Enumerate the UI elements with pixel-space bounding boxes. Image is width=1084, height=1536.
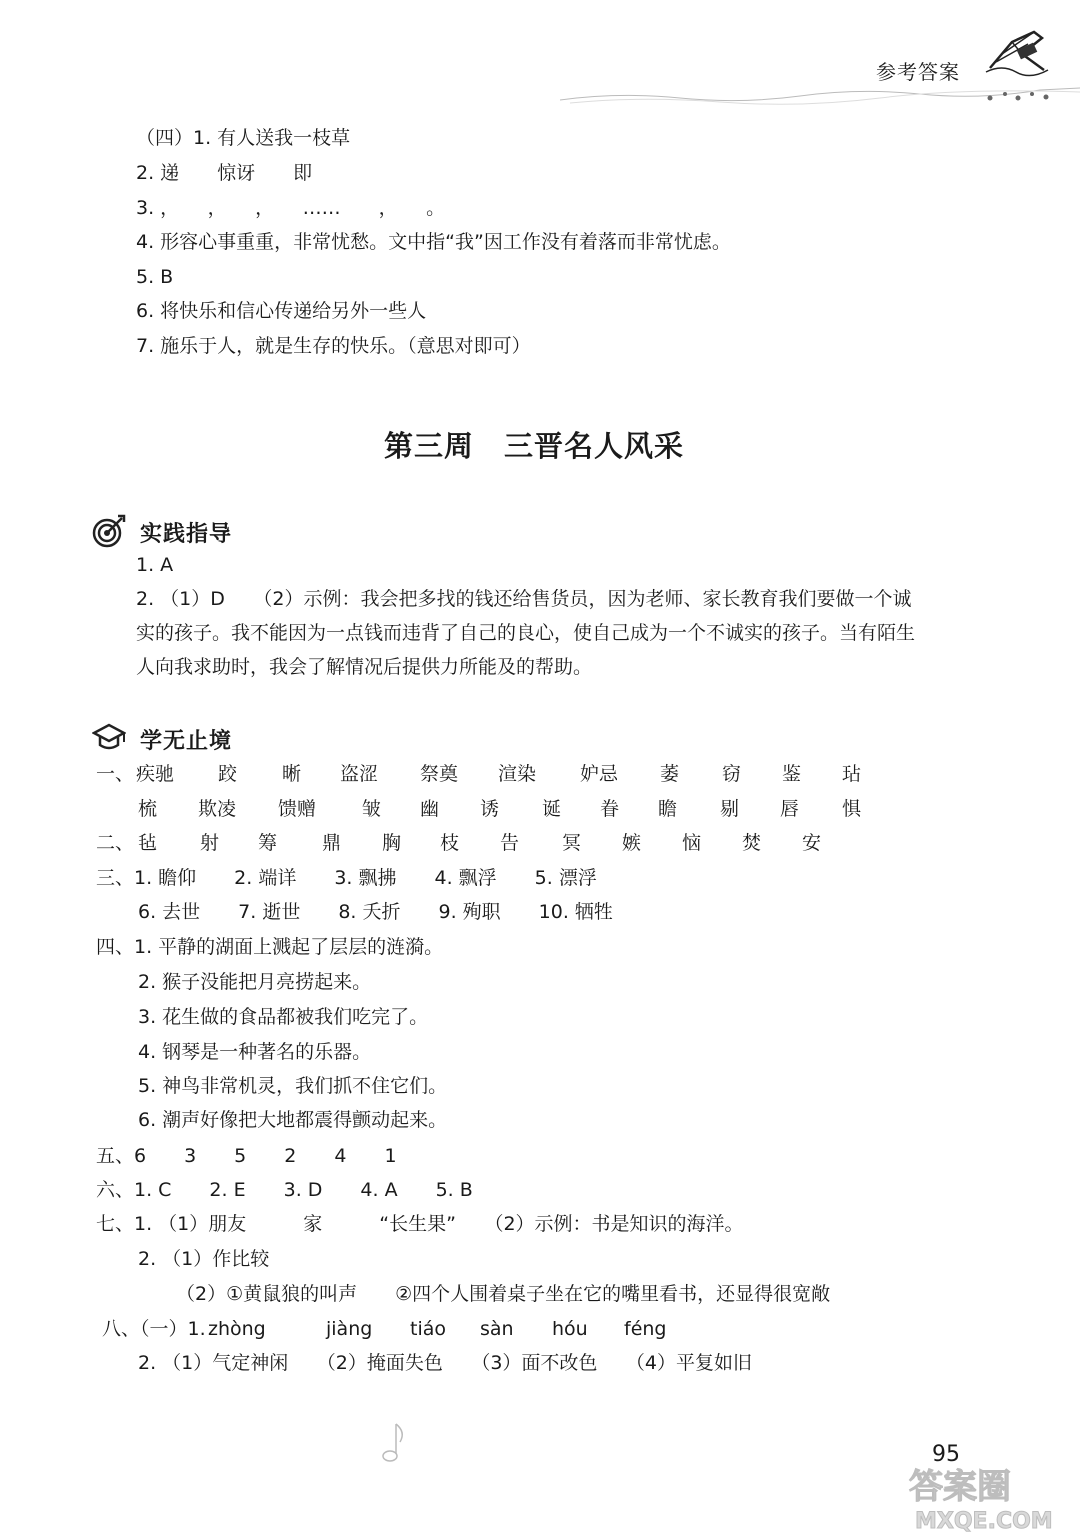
answer-line: 2. （1）气定神闲 （2）掩面失色 （3）面不改色 （4）平复如旧 (138, 1352, 753, 1374)
word-item: 欺凌 (198, 798, 237, 820)
word-item: 射 (200, 832, 220, 854)
question-number: 一、 (96, 763, 135, 785)
word-item: 皱 (362, 798, 382, 820)
word-item: 诱 (480, 798, 500, 820)
target-icon (92, 514, 126, 548)
watermark-logo (905, 1460, 1083, 1534)
graduation-cap-icon (92, 720, 126, 754)
word-item: 祭奠 (420, 763, 459, 785)
svg-text:答案圈: 答案圈 (909, 1467, 1011, 1507)
word-item: 唇 (780, 798, 800, 820)
word-item: 跤 (218, 763, 238, 785)
word-item: 妒忌 (580, 763, 619, 785)
practice-heading: 实践指导 (140, 522, 233, 547)
word-item: 疾驰 (136, 763, 175, 785)
answer-line: 五、6 3 5 2 4 1 (96, 1145, 397, 1167)
word-item: féng (624, 1318, 667, 1340)
svg-text:MXQE.COM: MXQE.COM (915, 1509, 1053, 1534)
answer-line: 1. A (136, 554, 174, 576)
answer-line: 三、1. 瞻仰 2. 端详 3. 飘拂 4. 飘浮 5. 漂浮 (96, 867, 597, 889)
answer-line: 6. 潮声好像把大地都震得颤动起来。 (138, 1109, 448, 1131)
word-item: 眷 (600, 798, 620, 820)
answer-line: 七、1. （1）朋友 家 “长生果” （2）示例：书是知识的海洋。 (96, 1213, 744, 1235)
word-item: 冥 (562, 832, 582, 854)
answer-line: 6. 将快乐和信心传递给另外一些人 (136, 300, 427, 322)
answer-line: （四）1. 有人送我一枝草 (136, 127, 351, 149)
word-item: 鉴 (782, 763, 802, 785)
answer-line: 2. （1）D （2）示例：我会把多找的钱还给售货员，因为老师、家长教育我们要做一个诚 (136, 588, 912, 610)
word-item: 盗涩 (340, 763, 379, 785)
music-note-icon (370, 1422, 410, 1468)
word-item: 窃 (722, 763, 742, 785)
answer-line: 2. （1）作比较 (138, 1248, 270, 1270)
word-item: 惧 (842, 798, 862, 820)
question-number: 八、（一）1. (102, 1318, 206, 1340)
word-item: 枝 (440, 832, 460, 854)
word-item: 胸 (382, 832, 402, 854)
answer-line: 四、1. 平静的湖面上溅起了层层的涟漪。 (96, 936, 444, 958)
word-item: 恼 (682, 832, 702, 854)
word-item: 剔 (720, 798, 740, 820)
answer-line: 5. B (136, 266, 174, 288)
word-item: 安 (802, 832, 822, 854)
page-number: 95 (932, 1442, 960, 1467)
answer-line: 六、1. C 2. E 3. D 4. A 5. B (96, 1179, 473, 1201)
word-item: 瞻 (658, 798, 678, 820)
answer-line: 3. 花生做的食品都被我们吃完了。 (138, 1006, 429, 1028)
word-item: sàn (480, 1318, 514, 1340)
word-item: jiàng (326, 1318, 373, 1340)
answer-line: 2. 猴子没能把月亮捞起来。 (138, 971, 372, 993)
word-item: 渲染 (498, 763, 537, 785)
word-item: 嫉 (622, 832, 642, 854)
answer-line: 5. 神鸟非常机灵，我们抓不住它们。 (138, 1075, 448, 1097)
answer-line: （2）①黄鼠狼的叫声 ②四个人围着桌子坐在它的嘴里看书，还显得很宽敞 (176, 1283, 831, 1305)
word-item: 馈赠 (278, 798, 317, 820)
word-item: 梳 (138, 798, 158, 820)
week-title: 第三周 三晋名人风采 (384, 429, 685, 463)
answer-line: 2. 递 惊讶 即 (136, 162, 313, 184)
word-item: 幽 (420, 798, 440, 820)
study-heading: 学无止境 (140, 729, 233, 754)
word-item: 玷 (842, 763, 862, 785)
word-item: 筹 (258, 832, 278, 854)
word-item: 鼎 (322, 832, 342, 854)
question-number: 二、 (96, 832, 135, 854)
answer-line: 实的孩子。我不能因为一点钱而违背了自己的良心，使自己成为一个不诚实的孩子。当有陌生 (136, 622, 916, 644)
beach-chair-logo-icon (982, 24, 1052, 80)
word-item: hóu (552, 1318, 588, 1340)
word-item: 诞 (542, 798, 562, 820)
answer-line: 人向我求助时，我会了解情况后提供力所能及的帮助。 (136, 656, 593, 678)
answer-line: 4. 钢琴是一种著名的乐器。 (138, 1041, 372, 1063)
word-item: 焚 (742, 832, 762, 854)
answer-line: 7. 施乐于人，就是生存的快乐。（意思对即可） (136, 335, 531, 357)
word-item: 晰 (282, 763, 302, 785)
header-decoration (560, 78, 1080, 108)
word-item: 告 (500, 832, 520, 854)
word-item: 萎 (660, 763, 680, 785)
answer-line: 6. 去世 7. 逝世 8. 夭折 9. 殉职 10. 牺牲 (138, 901, 613, 923)
answer-line: 4. 形容心事重重，非常忧愁。文中指“我”因工作没有着落而非常忧虑。 (136, 231, 731, 253)
word-item: zhòng (208, 1318, 266, 1340)
word-item: 毡 (138, 832, 158, 854)
answer-line: 3. ， ， ， …… ， 。 (136, 197, 446, 219)
header-label: 参考答案 (876, 60, 960, 84)
word-item: tiáo (410, 1318, 446, 1340)
